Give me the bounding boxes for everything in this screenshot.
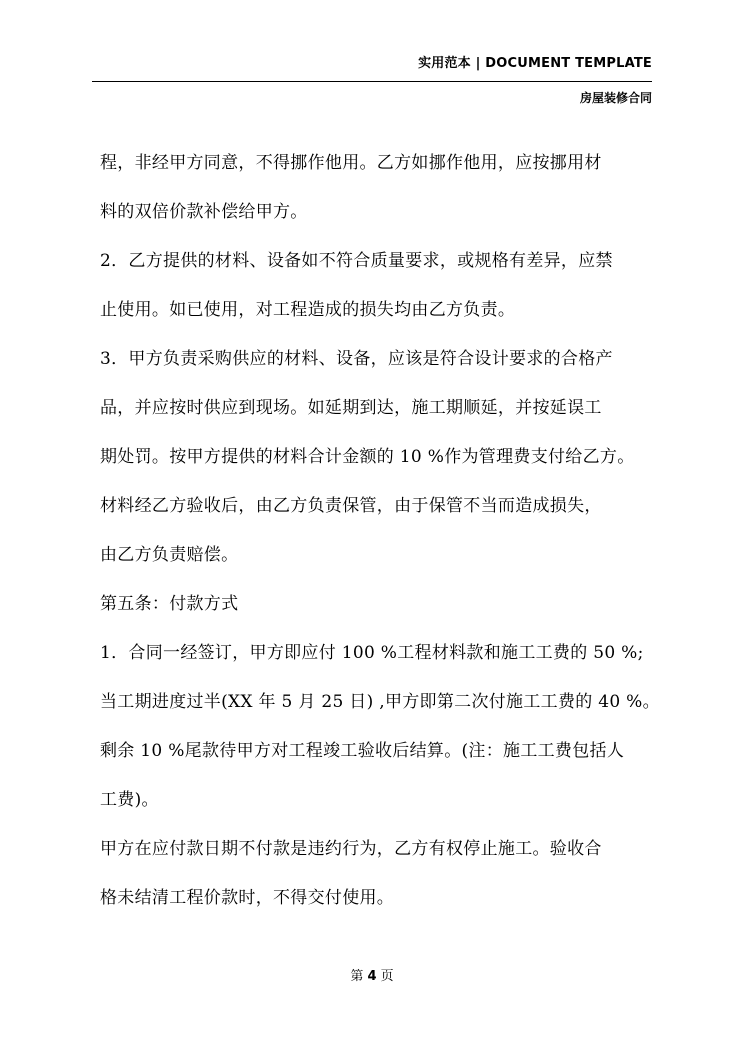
text-line: 1．合同一经签订，甲方即应付 100 %工程材料款和施工工费的 50 %;	[100, 643, 644, 663]
section-heading: 第五条：付款方式	[100, 594, 239, 614]
text-line: 品，并应按时供应到现场。如延期到达，施工期顺延，并按延误工	[100, 398, 602, 418]
text-line: 2．乙方提供的材料、设备如不符合质量要求，或规格有差异，应禁	[100, 251, 613, 271]
text-line: 3．甲方负责采购供应的材料、设备，应该是符合设计要求的合格产	[100, 349, 613, 369]
text-line: 料的双倍价款补偿给甲方。	[100, 202, 308, 222]
text-line: 期处罚。按甲方提供的材料合计金额的 10 %作为管理费支付给乙方。	[100, 447, 635, 467]
text-line: 格未结清工程价款时，不得交付使用。	[100, 888, 395, 908]
text-line: 程，非经甲方同意，不得挪作他用。乙方如挪作他用，应按挪用材	[100, 153, 602, 173]
text-line: 材料经乙方验收后，由乙方负责保管，由于保管不当而造成损失，	[100, 496, 602, 516]
page-footer	[0, 965, 744, 984]
text-line: 当工期进度过半(XX 年 5 月 25 日) ,甲方即第二次付施工工费的 40 %。	[100, 692, 660, 712]
header-title: 实用范本 | DOCUMENT TEMPLATE	[418, 56, 652, 71]
text-line: 止使用。如已使用，对工程造成的损失均由乙方负责。	[100, 300, 516, 320]
footer-suffix: 页	[380, 969, 394, 984]
text-line: 工费)。	[100, 790, 159, 810]
footer-prefix: 第	[350, 969, 364, 984]
body-text	[100, 139, 670, 923]
header-divider	[92, 81, 652, 82]
text-line: 由乙方负责赔偿。	[100, 545, 239, 565]
text-line: 剩余 10 %尾款待甲方对工程竣工验收后结算。(注：施工工费包括人	[100, 741, 625, 761]
header-subtitle: 房屋装修合同	[579, 91, 652, 105]
text-line: 甲方在应付款日期不付款是违约行为，乙方有权停止施工。验收合	[100, 839, 602, 859]
page-number: 4	[367, 969, 377, 984]
